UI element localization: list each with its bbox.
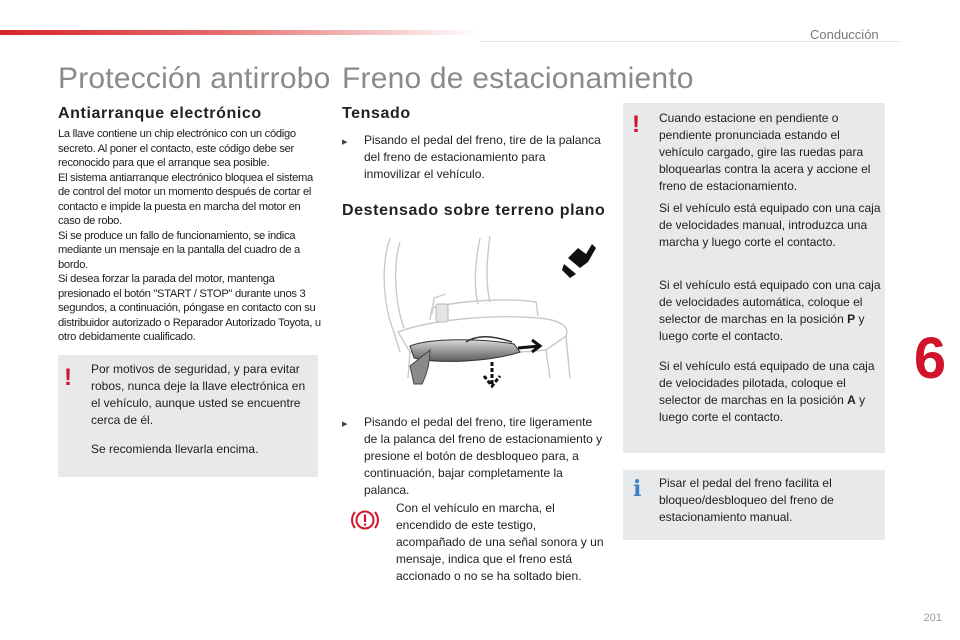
left-warning-text-2: Se recomienda llevarla encima.	[91, 442, 259, 456]
auto-text-post: y luego corte el contacto.	[659, 312, 865, 343]
page-number: 201	[923, 612, 942, 624]
bullet-icon: ▸	[342, 136, 348, 148]
left-body	[58, 127, 324, 345]
info-icon: i	[633, 476, 642, 502]
auto-text-pre: Si el vehículo está equipado con una caja de velocidades automática, coloque el selector de marchas en la posición	[659, 278, 881, 326]
right-info-text: Pisar el pedal del freno facilita el bloqueo/desbloqueo del freno de estacionamiento manual.	[659, 476, 834, 524]
section-label: Conducción	[810, 27, 879, 42]
hand-lever-icon	[562, 244, 596, 278]
left-paragraph: El sistema antiarranque electrónico bloquea el sistema de control del motor un momento después de cortar el contacto e impide la puesta en marcha del motor en caso de robo.	[58, 171, 313, 227]
left-paragraph: Si se produce un fallo de funcionamiento, se indica mediante un mensaje en la pantalla del cuadro de a bordo.	[58, 229, 300, 271]
brake-warning-lamp-icon	[350, 508, 380, 532]
tensado-heading: Tensado	[342, 105, 411, 122]
chapter-number: 6	[913, 325, 947, 391]
destensado-heading: Destensado sobre terreno plano	[342, 202, 606, 219]
middle-title: Freno de estacionamiento	[342, 62, 694, 95]
right-auto-text	[659, 277, 881, 345]
left-title: Protección antirrobo	[58, 62, 331, 95]
left-paragraph: La llave contiene un chip electrónico con un código secreto. Al poner el contacto, este código debe ser reconocido para que el arranque sea posible.	[58, 128, 296, 169]
left-paragraph: Si desea forzar la parada del motor, mantenga presionado el botón "START / STOP" durante unos 3 segundos, a continuación, póngase en contacto con su distribuidor autorizado o Reparador Autorizado Toyota, u otro debidamente cualificado.	[58, 273, 321, 343]
left-warning-text: Por motivos de seguridad, y para evitar robos, nunca deje la llave electrónica en el vehículo, aunque usted se encuentre cerca de él.	[91, 362, 306, 427]
warning-exclamation-icon: !	[632, 111, 640, 138]
destensado-text: Pisando el pedal del freno, tire ligeramente de la palanca del freno de estacionamiento y presione el botón de desbloqueo para, a continuación, bajar completamente la palanca.	[364, 415, 603, 497]
piloted-text-pre: Si el vehículo está equipado de una caja de velocidades pilotada, coloque el selector de marchas en la posición	[659, 359, 875, 407]
piloted-key: A	[847, 393, 856, 407]
header-accent-bar	[0, 30, 480, 35]
piloted-text-post: y luego corte el contacto.	[659, 393, 866, 424]
parking-brake-illustration	[370, 228, 602, 400]
right-warning-text: Cuando estacione en pendiente o pendiente pronunciada estando el vehículo cargado, gire las ruedas para bloquearlas contra la acera y accione el freno de estacionamiento.	[659, 111, 871, 193]
bullet-icon: ▸	[342, 418, 348, 430]
right-piloted-text	[659, 358, 881, 426]
auto-key: P	[847, 312, 856, 326]
indicator-text: Con el vehículo en marcha, el encendido de este testigo, acompañado de una señal sonora y un mensaje, indica que el freno está accionado o no se ha soltado bien.	[396, 501, 604, 583]
tensado-text: Pisando el pedal del freno, tire de la palanca del freno de estacionamiento para inmovilizar el vehículo.	[364, 133, 601, 181]
warning-exclamation-icon: !	[64, 364, 72, 391]
chapter-tab	[900, 318, 960, 398]
left-subtitle: Antiarranque electrónico	[58, 105, 262, 122]
right-warning-text: Si el vehículo está equipado con una caja de velocidades manual, introduzca una marcha y luego corte el contacto.	[659, 201, 881, 249]
